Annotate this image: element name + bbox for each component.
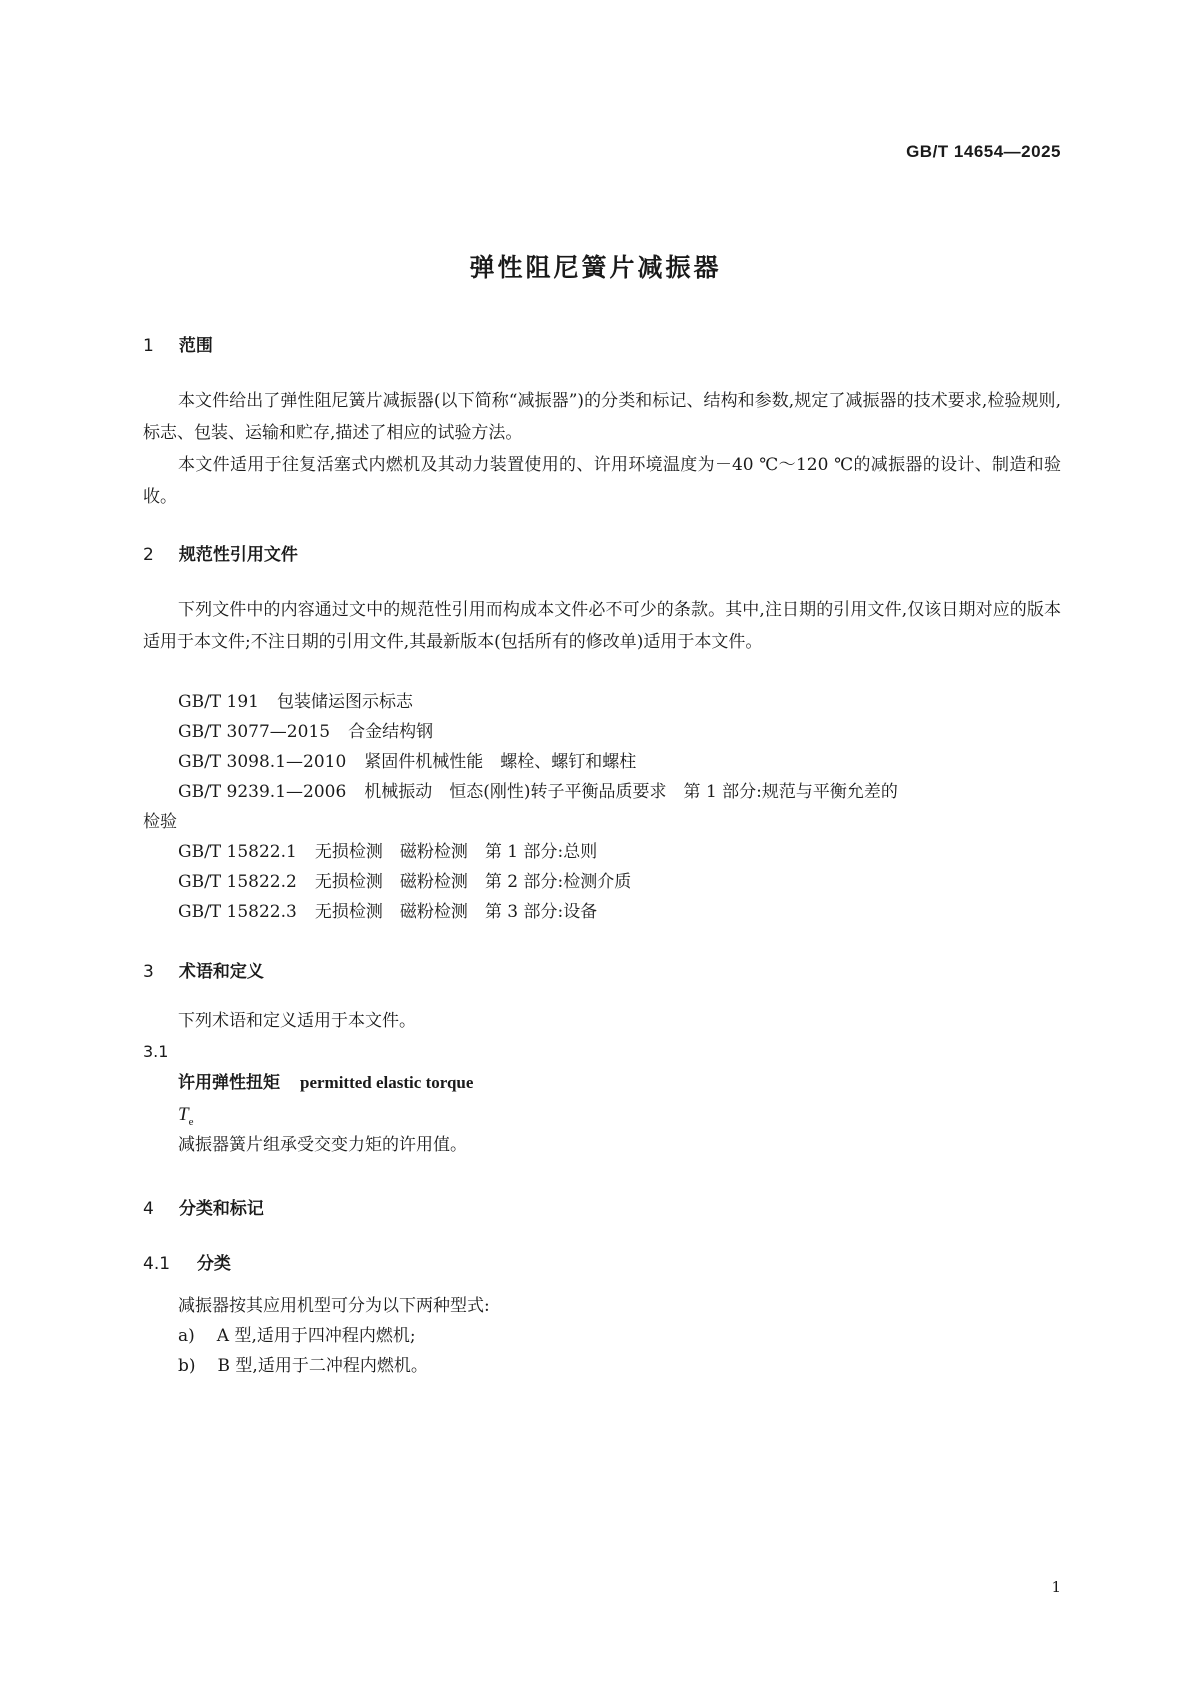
reference-code: GB/T 3077—2015 xyxy=(178,722,331,742)
symbol-main: T xyxy=(178,1104,189,1125)
list-item xyxy=(178,1320,416,1352)
list-text: B 型,适用于二冲程内燃机。 xyxy=(217,1356,428,1376)
section-title: 范围 xyxy=(178,336,213,356)
section-2-heading xyxy=(143,540,298,565)
section-title: 分类和标记 xyxy=(178,1199,264,1219)
section-number: 1 xyxy=(143,336,154,356)
reference-title: 紧固件机械性能 螺栓、螺钉和螺柱 xyxy=(364,752,637,772)
symbol-subscript: e xyxy=(188,1115,194,1128)
section-number: 3 xyxy=(143,962,154,982)
terms-intro: 下列术语和定义适用于本文件。 xyxy=(178,1011,416,1031)
standard-code: GB/T 14654—2025 xyxy=(906,142,1061,161)
reference-title: 包装储运图示标志 xyxy=(277,692,413,712)
term-entry xyxy=(178,1067,473,1099)
page-number: 1 xyxy=(1051,1578,1061,1596)
reference-title: 合金结构钢 xyxy=(348,722,434,742)
section-title: 规范性引用文件 xyxy=(178,545,298,565)
reference-code: GB/T 3098.1—2010 xyxy=(178,752,347,772)
term-number: 3.1 xyxy=(143,1042,169,1061)
list-text: A 型,适用于四冲程内燃机; xyxy=(216,1326,416,1346)
section-title: 术语和定义 xyxy=(178,962,264,982)
section-number: 2 xyxy=(143,545,154,565)
subsection-number: 4.1 xyxy=(143,1254,171,1274)
reference-item xyxy=(178,896,597,928)
references-intro-paragraph: 下列文件中的内容通过文中的规范性引用而构成本文件必不可少的条款。其中,注日期的引用文件,仅该日期对应的版本适用于本文件;不注日期的引用文件,其最新版本(包括所有的修改单)适用于本文件。 xyxy=(143,600,1061,652)
section-number: 4 xyxy=(143,1199,154,1219)
document-title: 弹性阻尼簧片减振器 xyxy=(469,253,722,282)
list-item xyxy=(178,1350,428,1382)
symbol-letter xyxy=(178,1104,194,1128)
reference-code: GB/T 15822.3 xyxy=(178,902,297,922)
classification-intro: 减振器按其应用机型可分为以下两种型式: xyxy=(178,1296,490,1316)
reference-title: 无损检测 磁粉检测 第 1 部分:总则 xyxy=(314,842,598,862)
list-marker: b) xyxy=(178,1356,196,1376)
term-english: permitted elastic torque xyxy=(300,1073,474,1092)
reference-title: 无损检测 磁粉检测 第 2 部分:检测介质 xyxy=(314,872,632,892)
reference-code: GB/T 9239.1—2006 xyxy=(178,782,347,802)
list-marker: a) xyxy=(178,1326,195,1346)
reference-item xyxy=(178,866,631,898)
reference-item xyxy=(178,746,636,778)
reference-item xyxy=(178,836,597,868)
term-chinese: 许用弹性扭矩 xyxy=(178,1073,280,1093)
reference-title: 机械振动 恒态(刚性)转子平衡品质要求 第 1 部分:规范与平衡允差的 xyxy=(364,782,898,802)
subsection-4-1-heading xyxy=(143,1249,231,1274)
reference-title: 无损检测 磁粉检测 第 3 部分:设备 xyxy=(314,902,598,922)
reference-item xyxy=(178,716,433,748)
reference-code: GB/T 15822.2 xyxy=(178,872,297,892)
scope-paragraph-1: 本文件给出了弹性阻尼簧片减振器(以下简称“减振器”)的分类和标记、结构和参数,规定了减振器的技术要求,检验规则,标志、包装、运输和贮存,描述了相应的试验方法。 xyxy=(143,391,1061,443)
reference-code: GB/T 191 xyxy=(178,692,259,712)
section-3-heading xyxy=(143,957,264,982)
reference-item xyxy=(178,686,413,718)
section-4-heading xyxy=(143,1194,264,1219)
subsection-title: 分类 xyxy=(196,1254,231,1274)
scope-paragraph-2: 本文件适用于往复活塞式内燃机及其动力装置使用的、许用环境温度为－40 ℃～120 ℃的减振器的设计、制造和验收。 xyxy=(143,455,1061,507)
reference-item xyxy=(178,776,898,808)
term-definition: 减振器簧片组承受交变力矩的许用值。 xyxy=(178,1135,467,1155)
section-1-heading xyxy=(143,331,213,356)
reference-code: GB/T 15822.1 xyxy=(178,842,297,862)
reference-item-continuation: 检验 xyxy=(143,812,177,832)
